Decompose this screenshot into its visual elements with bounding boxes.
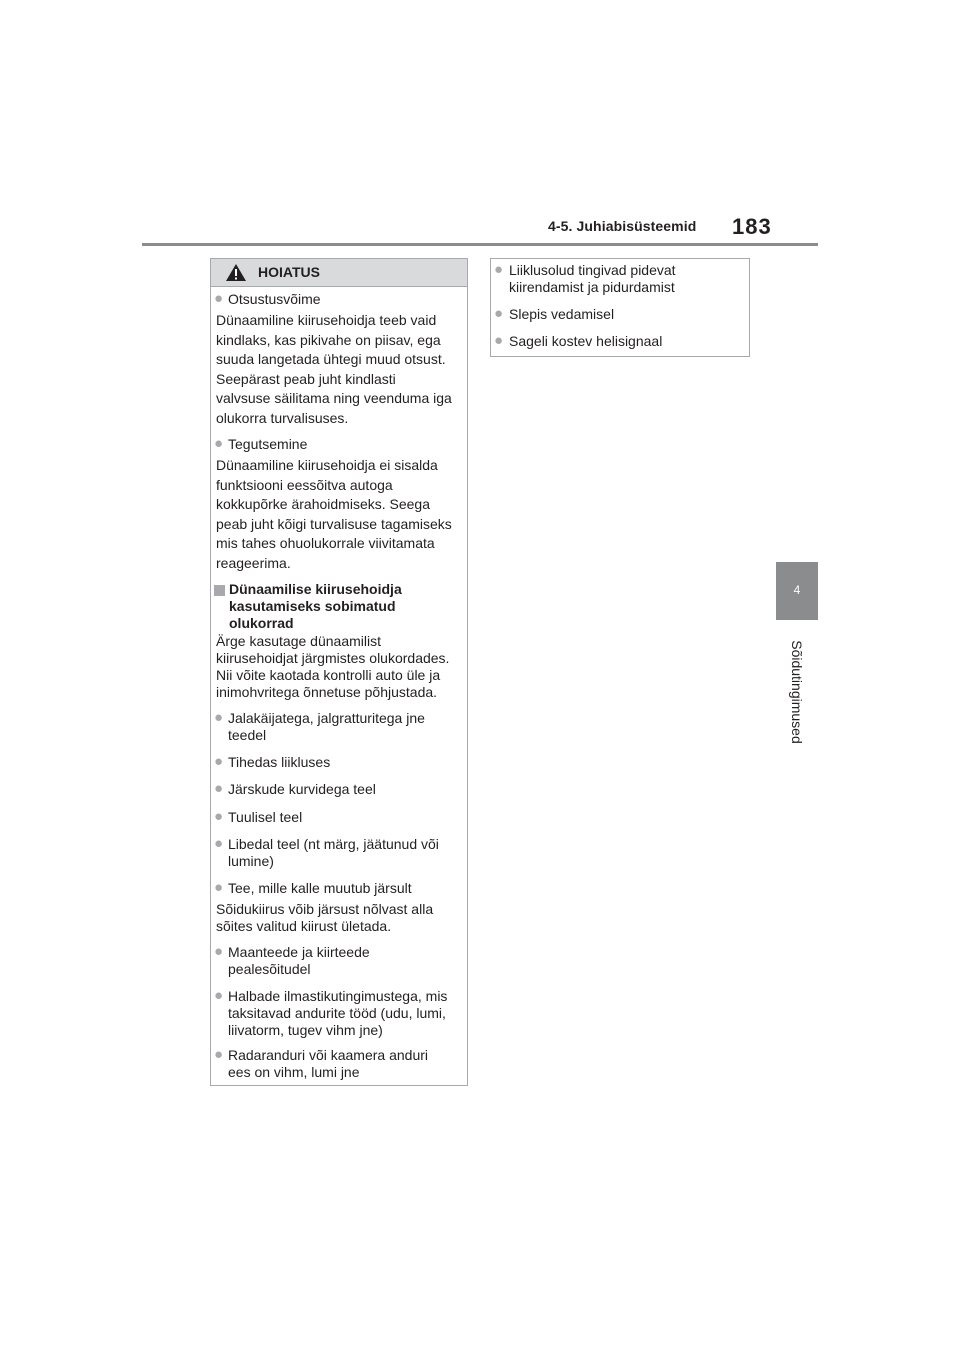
paragraph-line: Nii võite kaotada kontrolli auto üle ja: [216, 667, 441, 683]
square-bullet-icon: [214, 585, 225, 596]
item-line: pealesõitudel: [228, 961, 311, 977]
item-line: taksitavad andurite tööd (udu, lumi,: [228, 1005, 446, 1021]
unsuitable-heading: [229, 581, 402, 632]
circle-bullet-icon: ●: [214, 290, 224, 307]
section-title: 4-5. Juhiabisüsteemid: [548, 218, 697, 234]
paragraph-line: inimohvritega õnnetuse põhjustada.: [216, 684, 438, 700]
list-item: [228, 710, 425, 744]
circle-bullet-icon: ●: [214, 780, 224, 797]
paragraph-line: suuda langetada ühtegi muud otsust.: [216, 351, 446, 367]
list-item: [228, 944, 370, 978]
circle-bullet-icon: ●: [494, 332, 504, 349]
item-line: Tee, mille kalle muutub järsult: [228, 880, 412, 896]
item-line: liivatorm, tugev vihm jne): [228, 1022, 383, 1038]
warning-title: HOIATUS: [258, 264, 320, 280]
item-line: Liiklusolud tingivad pidevat: [509, 262, 676, 278]
circle-bullet-icon: ●: [214, 1046, 224, 1063]
paragraph-line: sõites valitud kiirust ületada.: [216, 918, 392, 934]
circle-bullet-icon: ●: [214, 753, 224, 770]
chapter-number: 4: [793, 583, 801, 597]
paragraph-line: Dünaamiline kiirusehoidja teeb vaid: [216, 312, 437, 328]
paragraph-line: valvsuse säilitama ning veenduma iga: [216, 390, 452, 406]
circle-bullet-icon: ●: [214, 808, 224, 825]
list-item: [228, 1047, 428, 1081]
paragraph-line: reageerima.: [216, 554, 291, 571]
heading-line: Dünaamilise kiirusehoidja: [229, 581, 402, 597]
chapter-label: Sõidutingimused: [789, 640, 805, 744]
item-line: Halbade ilmastikutingimustega, mis: [228, 988, 448, 1004]
item-line: Maanteede ja kiirteede: [228, 944, 370, 960]
page-number: 183: [732, 214, 772, 239]
circle-bullet-icon: ●: [214, 435, 224, 452]
circle-bullet-icon: ●: [214, 879, 224, 896]
item-line: Tuulisel teel: [228, 809, 303, 825]
item-line: teedel: [228, 727, 267, 743]
unsuitable-intro: [216, 633, 449, 701]
item-line: kiirendamist ja pidurdamist: [509, 279, 675, 295]
heading-line: kasutamiseks sobimatud: [229, 598, 396, 614]
item-line: Sageli kostev helisignaal: [509, 333, 663, 349]
paragraph-line: kokkupõrke ärahoidmiseks. Seega: [216, 496, 431, 512]
absence-heading: Otsustusvõime: [228, 291, 321, 307]
item-line: Järskude kurvidega teel: [228, 781, 376, 797]
item-line: Libedal teel (nt märg, jäätunud või: [228, 836, 439, 852]
list-item: [509, 306, 614, 323]
item-line: Slepis vedamisel: [509, 306, 615, 322]
circle-bullet-icon: ●: [214, 835, 224, 852]
action-paragraph: [216, 456, 452, 573]
circle-bullet-icon: ●: [494, 261, 504, 278]
list-item: [228, 880, 412, 897]
item-line: lumine): [228, 853, 274, 869]
list-item: [228, 988, 447, 1039]
paragraph-line: kiirusehoidjat järgmistes olukordades.: [216, 650, 450, 666]
paragraph-line: Dünaamiline kiirusehoidja ei sisalda: [216, 457, 438, 473]
action-heading: Tegutsemine: [228, 436, 308, 452]
paragraph-line: funktsiooni eessõitva autoga: [216, 476, 393, 493]
paragraph-line: Seepärast peab juht kindlasti: [216, 370, 396, 387]
list-item: [228, 809, 302, 826]
list-item: [228, 781, 376, 798]
paragraph-line: peab juht kõigi turvalisuse tagamiseks: [216, 515, 452, 532]
circle-bullet-icon: ●: [214, 709, 224, 726]
list-item: [509, 262, 676, 296]
item-line: Jalakäijatega, jalgratturitega jne: [228, 710, 425, 726]
list-item: [228, 836, 439, 870]
paragraph-line: Sõidukiirus võib järsust nõlvast alla: [216, 901, 434, 917]
heading-line: olukorrad: [229, 615, 294, 631]
item-line: Tihedas liikluses: [228, 754, 331, 770]
header-rule: [142, 243, 818, 246]
slope-note: [216, 901, 433, 935]
warning-header: [211, 259, 467, 287]
item-line: Radaranduri või kaamera anduri: [228, 1047, 428, 1063]
circle-bullet-icon: ●: [214, 987, 224, 1004]
list-item: [228, 754, 330, 771]
paragraph-line: mis tahes ohuolukorrale viivitamata: [216, 535, 435, 551]
list-item: [509, 333, 662, 350]
item-line: ees on vihm, lumi jne: [228, 1064, 360, 1080]
circle-bullet-icon: ●: [494, 305, 504, 322]
warning-triangle-icon: [225, 263, 247, 282]
paragraph-line: kindlaks, kas pikivahe on piisav, ega: [216, 331, 441, 348]
paragraph-line: olukorra turvalisuses.: [216, 409, 349, 426]
absence-paragraph: [216, 311, 452, 428]
paragraph-line: Ärge kasutage dünaamilist: [216, 633, 381, 649]
circle-bullet-icon: ●: [214, 943, 224, 960]
